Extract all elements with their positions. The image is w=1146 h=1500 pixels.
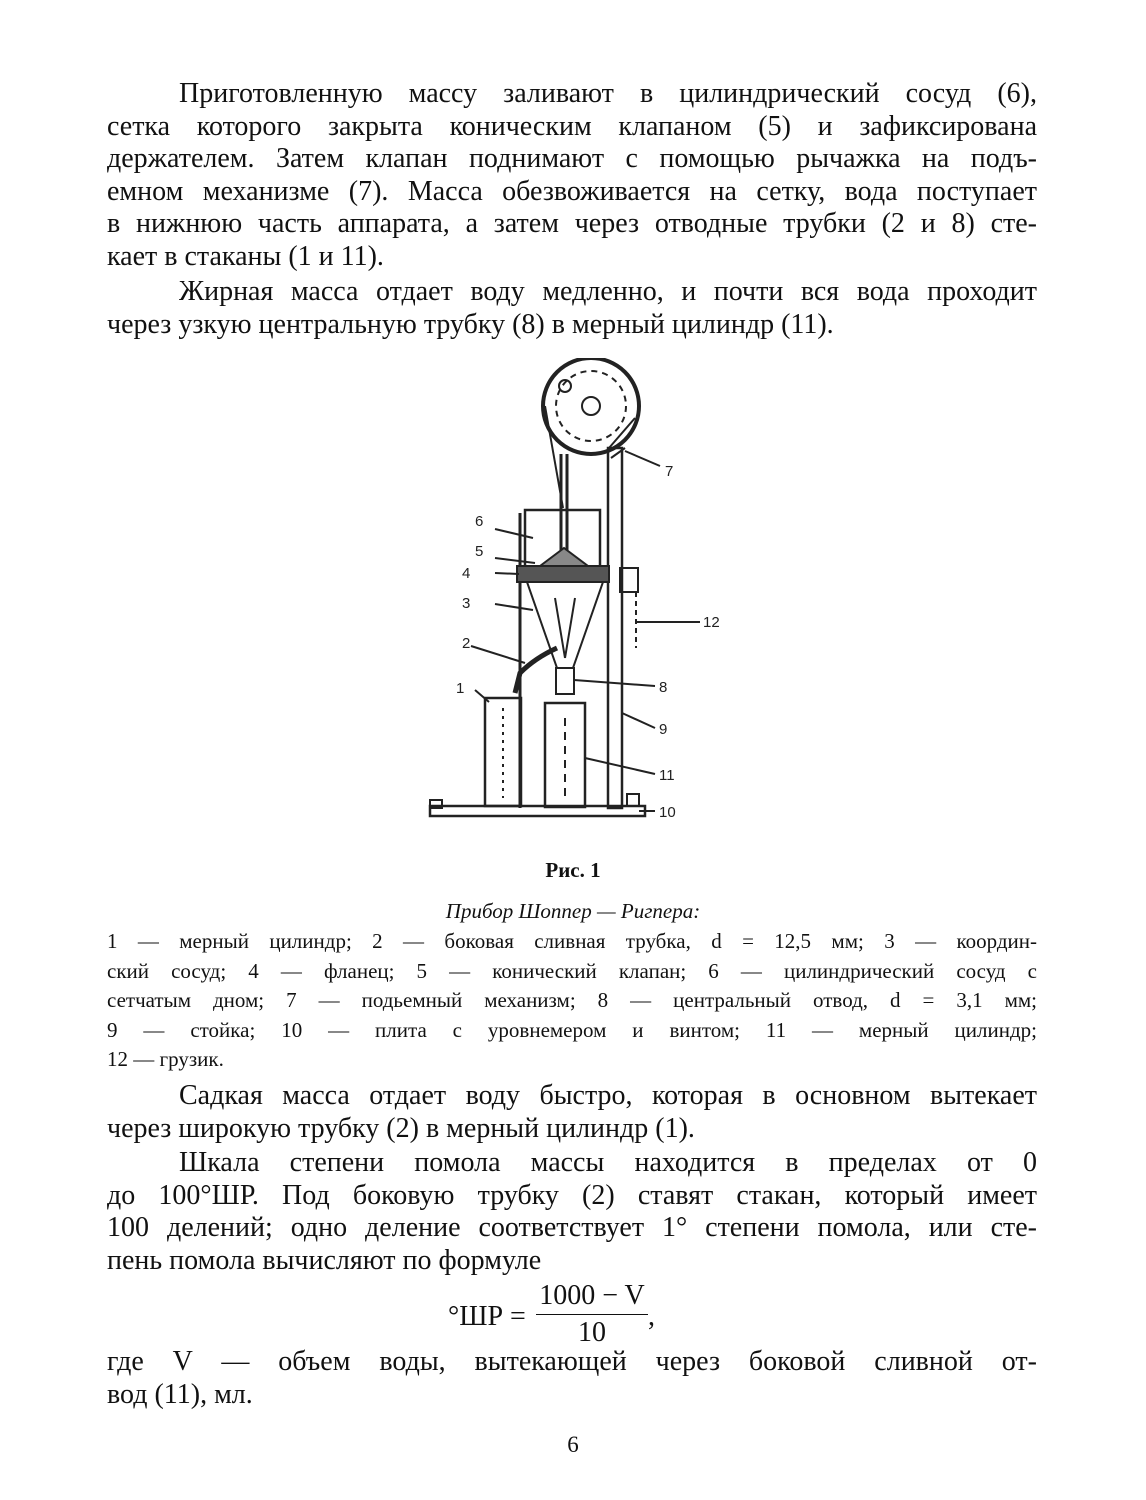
label-5: 5 — [475, 543, 484, 560]
paragraph-4 — [107, 1147, 1037, 1277]
text-line: сетка которого закрыта коническим клапаном (5) и зафиксирована — [107, 110, 1037, 142]
text-line: через широкую трубку (2) в мерный цилиндр (1). — [107, 1112, 695, 1144]
central-outlet — [556, 668, 574, 694]
paragraph-3 — [107, 1080, 1037, 1145]
formula-denominator: 10 — [578, 1317, 606, 1348]
legend-line: сетчатым дном; 7 — подьемный механизм; 8 — центральный отвод, d = 3,1 мм; — [107, 988, 1037, 1012]
text-line: 100 делений; одно деление соответствует 1° степени помола, или сте- — [107, 1212, 1037, 1243]
label-3: 3 — [462, 595, 471, 612]
leader-6 — [495, 529, 533, 538]
label-2: 2 — [462, 635, 471, 652]
figure-caption-title: Рис. 1 — [545, 858, 601, 882]
figure-caption-subtitle: Прибор Шоппер — Ригпера: — [445, 899, 701, 923]
label-9: 9 — [659, 721, 668, 738]
text-line: кает в стаканы (1 и 11). — [107, 240, 384, 272]
pulley-wheel — [543, 358, 639, 454]
label-10: 10 — [659, 804, 676, 821]
legend-line: 9 — стойка; 10 — плита с уровнемером и винтом; 11 — мерный цилиндр; — [107, 1017, 1037, 1042]
text-line: где V — объем воды, вытекающей через боковой сливной от- — [107, 1346, 1037, 1377]
leader-3 — [495, 604, 533, 610]
leader-4 — [495, 573, 519, 574]
legend-line: 1 — мерный цилиндр; 2 — боковая сливная трубка, d = 12,5 мм; 3 — координ- — [107, 929, 1037, 953]
text-line: емном механизме (7). Масса обезвоживается на сетку, вода поступает — [107, 175, 1037, 207]
leader-7 — [625, 451, 660, 466]
text-line: через узкую центральную трубку (8) в мерный цилиндр (11). — [107, 308, 834, 340]
legend-line: 12 — грузик. — [107, 1047, 224, 1071]
pulley-hub — [582, 397, 600, 415]
label-4: 4 — [462, 565, 471, 582]
text-line: Жирная масса отдает воду медленно, и почти вся вода проходит — [179, 276, 1037, 307]
label-12: 12 — [703, 614, 720, 631]
leader-8 — [574, 680, 655, 686]
page-number: 6 — [567, 1432, 579, 1457]
paragraph-1 — [107, 78, 1037, 273]
label-8: 8 — [659, 679, 668, 696]
text-line: в нижнюю часть аппарата, а затем через отводные трубки (2 и 8) сте- — [107, 208, 1037, 239]
conical-valve — [540, 548, 588, 566]
text-line: Шкала степени помола массы находится в пределах от 0 — [179, 1147, 1037, 1178]
label-7: 7 — [665, 463, 674, 480]
figure-legend — [107, 927, 1037, 1075]
leveling-screw — [627, 794, 639, 806]
text-line: Садкая масса отдает воду быстро, которая в основном вытекает — [179, 1080, 1037, 1111]
paragraph-5 — [107, 1346, 1037, 1411]
flange — [517, 566, 609, 582]
apparatus-figure — [415, 358, 745, 828]
leader-2 — [471, 646, 525, 663]
text-line: вод (11), мл. — [107, 1378, 253, 1410]
formula-fraction — [536, 1280, 648, 1349]
pulley-inner — [556, 371, 626, 441]
label-11: 11 — [659, 767, 675, 784]
text-line: до 100°ШР. Под боковую трубку (2) ставят стакан, который имеет — [107, 1179, 1037, 1211]
stand-column — [608, 448, 622, 808]
label-1: 1 — [456, 680, 465, 697]
leader-1 — [475, 690, 489, 702]
cone-inner-2 — [565, 598, 575, 658]
label-6: 6 — [475, 513, 484, 530]
formula-comma: , — [648, 1301, 655, 1332]
paragraph-2 — [107, 276, 1037, 341]
formula-numerator: 1000 − V — [536, 1280, 648, 1315]
legend-line: ский сосуд; 4 — фланец; 5 — конический клапан; 6 — цилиндрический сосуд с — [107, 958, 1037, 983]
leader-9 — [622, 713, 655, 728]
text-line: держателем. Затем клапан поднимают с помощью рычажка на подъ- — [107, 143, 1037, 174]
text-line: Приготовленную массу заливают в цилиндрический сосуд (6), — [179, 78, 1037, 109]
leader-11 — [585, 758, 655, 774]
text-line: пень помола вычисляют по формуле — [107, 1244, 542, 1276]
formula-lhs: °ШР = — [448, 1301, 526, 1332]
apparatus-diagram — [415, 358, 745, 828]
leader-5 — [495, 558, 535, 563]
